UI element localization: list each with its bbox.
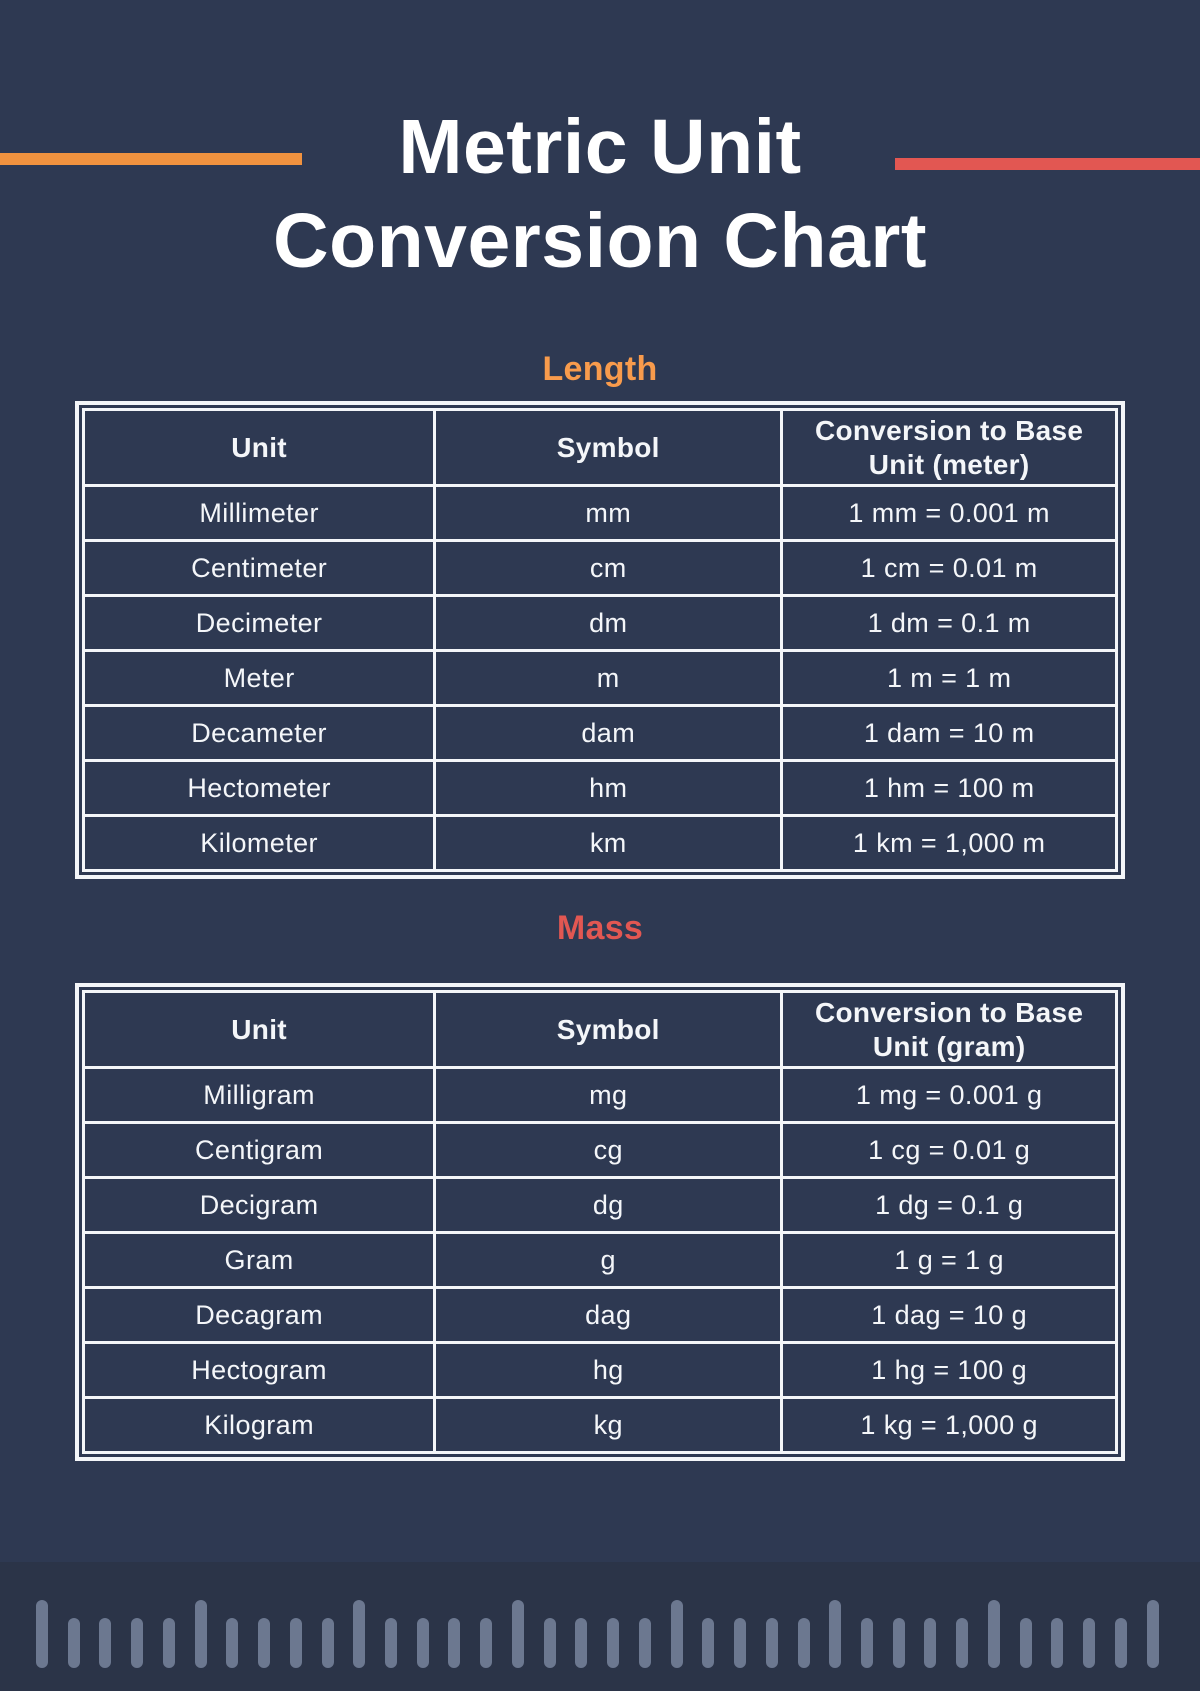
table-cell: 1 cm = 0.01 m bbox=[782, 541, 1117, 596]
mass-table-frame bbox=[75, 983, 1125, 1461]
ruler-minor-tick bbox=[924, 1618, 936, 1668]
table-cell: Gram bbox=[84, 1233, 435, 1288]
ruler-minor-tick bbox=[607, 1618, 619, 1668]
table-cell: Hectometer bbox=[84, 761, 435, 816]
ruler-minor-tick bbox=[99, 1618, 111, 1668]
column-header-label: Symbol bbox=[556, 431, 660, 463]
table-cell: Millimeter bbox=[84, 486, 435, 541]
table-cell: mg bbox=[435, 1068, 782, 1123]
ruler-minor-tick bbox=[766, 1618, 778, 1668]
table-row bbox=[84, 706, 1117, 761]
table-cell: Centigram bbox=[84, 1123, 435, 1178]
table-cell: Hectogram bbox=[84, 1343, 435, 1398]
table-cell: Meter bbox=[84, 651, 435, 706]
ruler-minor-tick bbox=[1115, 1618, 1127, 1668]
ruler-minor-tick bbox=[163, 1618, 175, 1668]
table-row bbox=[84, 816, 1117, 871]
ruler-minor-tick bbox=[1020, 1618, 1032, 1668]
column-header bbox=[782, 410, 1117, 486]
ruler-minor-tick bbox=[480, 1618, 492, 1668]
mass-table-body bbox=[84, 1068, 1117, 1453]
table-cell: m bbox=[435, 651, 782, 706]
table-cell: mm bbox=[435, 486, 782, 541]
mass-table-head bbox=[84, 992, 1117, 1068]
table-cell: cm bbox=[435, 541, 782, 596]
table-cell: cg bbox=[435, 1123, 782, 1178]
table-cell: Decameter bbox=[84, 706, 435, 761]
column-header bbox=[782, 992, 1117, 1068]
column-header bbox=[435, 410, 782, 486]
table-cell: dg bbox=[435, 1178, 782, 1233]
length-table-head bbox=[84, 410, 1117, 486]
length-table-body bbox=[84, 486, 1117, 871]
table-cell: 1 dam = 10 m bbox=[782, 706, 1117, 761]
table-row bbox=[84, 596, 1117, 651]
ruler-minor-tick bbox=[258, 1618, 270, 1668]
table-row bbox=[84, 651, 1117, 706]
ruler-minor-tick bbox=[575, 1618, 587, 1668]
ruler-minor-tick bbox=[702, 1618, 714, 1668]
table-row bbox=[84, 1288, 1117, 1343]
ruler-major-tick bbox=[671, 1600, 683, 1668]
column-header bbox=[84, 410, 435, 486]
page-title-line-1: Metric Unit bbox=[398, 104, 802, 190]
table-cell: Milligram bbox=[84, 1068, 435, 1123]
table-cell: Decimeter bbox=[84, 596, 435, 651]
table-row bbox=[84, 761, 1117, 816]
table-cell: hm bbox=[435, 761, 782, 816]
ruler-minor-tick bbox=[322, 1618, 334, 1668]
table-row bbox=[84, 541, 1117, 596]
table-cell: 1 g = 1 g bbox=[782, 1233, 1117, 1288]
table-row bbox=[84, 1068, 1117, 1123]
table-cell: Centimeter bbox=[84, 541, 435, 596]
ruler-major-tick bbox=[988, 1600, 1000, 1668]
ruler-major-tick bbox=[512, 1600, 524, 1668]
table-cell: g bbox=[435, 1233, 782, 1288]
ruler-minor-tick bbox=[1083, 1618, 1095, 1668]
ruler-major-tick bbox=[353, 1600, 365, 1668]
ruler-minor-tick bbox=[956, 1618, 968, 1668]
page-title-line-2: Conversion Chart bbox=[272, 198, 928, 284]
table-cell: 1 hm = 100 m bbox=[782, 761, 1117, 816]
column-header bbox=[84, 992, 435, 1068]
table-cell: kg bbox=[435, 1398, 782, 1453]
ruler-minor-tick bbox=[417, 1618, 429, 1668]
ruler-major-tick bbox=[829, 1600, 841, 1668]
column-header-label: Conversion to Base Unit (meter) bbox=[814, 415, 1084, 480]
ruler-minor-tick bbox=[1051, 1618, 1063, 1668]
table-cell: Kilogram bbox=[84, 1398, 435, 1453]
table-row bbox=[84, 1398, 1117, 1453]
table-cell: 1 dg = 0.1 g bbox=[782, 1178, 1117, 1233]
table-cell: 1 km = 1,000 m bbox=[782, 816, 1117, 871]
column-header-label: Unit bbox=[231, 1013, 287, 1045]
ruler-minor-tick bbox=[639, 1618, 651, 1668]
ruler-minor-tick bbox=[226, 1618, 238, 1668]
ruler-minor-tick bbox=[448, 1618, 460, 1668]
table-cell: 1 mg = 0.001 g bbox=[782, 1068, 1117, 1123]
ruler-minor-tick bbox=[544, 1618, 556, 1668]
column-header bbox=[435, 992, 782, 1068]
table-cell: dm bbox=[435, 596, 782, 651]
ruler-minor-tick bbox=[861, 1618, 873, 1668]
table-row bbox=[84, 486, 1117, 541]
ruler-major-tick bbox=[36, 1600, 48, 1668]
table-row bbox=[84, 1178, 1117, 1233]
ruler-minor-tick bbox=[68, 1618, 80, 1668]
page-title bbox=[0, 100, 1200, 288]
ruler-minor-tick bbox=[893, 1618, 905, 1668]
column-header-label: Conversion to Base Unit (gram) bbox=[814, 997, 1084, 1062]
length-table bbox=[82, 408, 1118, 872]
length-table-frame bbox=[75, 401, 1125, 879]
mass-table bbox=[82, 990, 1118, 1454]
ruler-minor-tick bbox=[290, 1618, 302, 1668]
table-cell: 1 hg = 100 g bbox=[782, 1343, 1117, 1398]
table-cell: 1 mm = 0.001 m bbox=[782, 486, 1117, 541]
ruler-minor-tick bbox=[798, 1618, 810, 1668]
table-cell: 1 cg = 0.01 g bbox=[782, 1123, 1117, 1178]
section-label-length: Length bbox=[542, 350, 658, 388]
table-cell: hg bbox=[435, 1343, 782, 1398]
ruler-minor-tick bbox=[131, 1618, 143, 1668]
table-cell: dag bbox=[435, 1288, 782, 1343]
table-cell: dam bbox=[435, 706, 782, 761]
table-row bbox=[84, 1343, 1117, 1398]
table-cell: 1 m = 1 m bbox=[782, 651, 1117, 706]
ruler-major-tick bbox=[195, 1600, 207, 1668]
table-cell: km bbox=[435, 816, 782, 871]
table-cell: Decagram bbox=[84, 1288, 435, 1343]
section-label-mass: Mass bbox=[556, 909, 644, 947]
table-cell: Decigram bbox=[84, 1178, 435, 1233]
table-cell: 1 kg = 1,000 g bbox=[782, 1398, 1117, 1453]
table-cell: Kilometer bbox=[84, 816, 435, 871]
column-header-label: Symbol bbox=[556, 1013, 660, 1045]
ruler-minor-tick bbox=[734, 1618, 746, 1668]
table-row bbox=[84, 1233, 1117, 1288]
ruler-major-tick bbox=[1147, 1600, 1159, 1668]
table-cell: 1 dag = 10 g bbox=[782, 1288, 1117, 1343]
table-cell: 1 dm = 0.1 m bbox=[782, 596, 1117, 651]
ruler-minor-tick bbox=[385, 1618, 397, 1668]
column-header-label: Unit bbox=[231, 431, 287, 463]
ruler-decoration bbox=[0, 1562, 1200, 1691]
table-row bbox=[84, 1123, 1117, 1178]
